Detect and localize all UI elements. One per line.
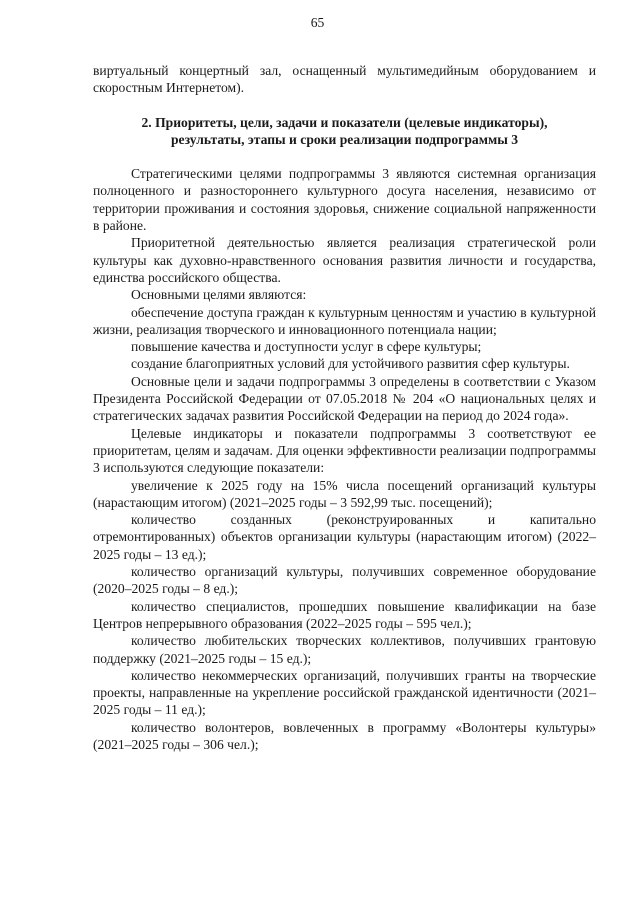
paragraph-indicators-intro: Целевые индикаторы и показатели подпрограммы 3 соответствуют ее приоритетам, целям и задачам. Для оценки эффективности реализации подпрограммы 3 используются следующие показатели: (93, 425, 596, 476)
list-item-indicator: количество любительских творческих коллективов, получивших грантовую поддержку (2021–2025 годы – 15 ед.); (93, 633, 596, 666)
list-item-indicator: количество созданных (реконструированных и капитально отремонтированных) объектов организации культуры (нарастающим итогом) (2022–2025 годы – 13 ед.); (93, 512, 596, 562)
list-item-indicator: количество волонтеров, вовлеченных в программу «Волонтеры культуры» (2021–2025 годы – 306 чел.); (93, 719, 596, 752)
paragraph-main-goals-intro: Основными целями являются: (131, 287, 307, 303)
list-item-goal: обеспечение доступа граждан к культурным ценностям и участию в культурной жизни, реализация творческого и инновационного потенциала нации; (93, 304, 596, 337)
list-item-indicator: количество организаций культуры, получивших современное оборудование (2020–2025 годы – 8 ед.); (93, 564, 596, 597)
list-item-indicator: количество специалистов, прошедших повышение квалификации на базе Центров непрерывного образования (2022–2025 годы – 595 чел.); (93, 598, 596, 631)
list-item-indicator: увеличение к 2025 году на 15% числа посещений организаций культуры (нарастающим итогом) (2021–2025 годы – 3 592,99 тыс. посещений); (93, 477, 596, 510)
paragraph-priority: Приоритетной деятельностью является реализация стратегической роли культуры как духовно-нравственного основания развития личности и государства, единства российского общества. (93, 235, 596, 285)
paragraph-decree: Основные цели и задачи подпрограммы 3 определены в соответствии с Указом Президента Российской Федерации от 07.05.2018 № 204 «О национальных целях и стратегических задачах развития Российской Федерации на период до 2024 года». (93, 373, 596, 424)
list-item-goal: повышение качества и доступности услуг в сфере культуры; (131, 339, 482, 355)
paragraph-strategic-goals: Стратегическими целями подпрограммы 3 являются системная организация полноценного и разностороннего культурного досуга населения, независимо от территории проживания и состояния здоровья, снижение социальной напряженности в районе. (93, 166, 596, 234)
list-item-indicator: количество некоммерческих организаций, получивших гранты на творческие проекты, направленные на укрепление российской гражданской идентичности (2021–2025 годы – 11 ед.); (93, 667, 596, 718)
paragraph-continuation: виртуальный концертный зал, оснащенный мультимедийным оборудованием и скоростным Интернетом). (93, 63, 596, 96)
section-heading: 2. Приоритеты, цели, задачи и показатели (целевые индикаторы), результаты, этапы и сроки реализации подпрограммы 3 (141, 114, 548, 147)
document-body (93, 62, 596, 753)
page-number: 65 (310, 15, 325, 30)
list-item-goal: создание благоприятных условий для устойчивого развития сфер культуры. (131, 356, 570, 372)
